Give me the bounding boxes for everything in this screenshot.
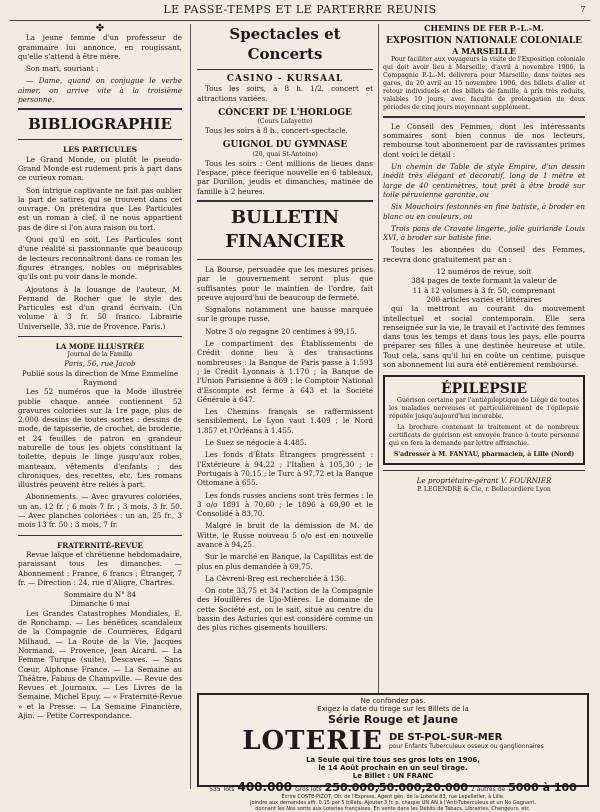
mode-address: Paris, 56, rue Jacob: [64, 359, 136, 369]
ad-pour: pour Enfants Tuberculeux osseux ou ganglionnaires: [388, 743, 544, 750]
exposition-text: Pour faciliter aux voyageurs la visite de l'Exposition coloniale qui doit avoir lieu à Marseille, d'avril à novembre 1906, la Compagnie P.-L.-M. délivrera pour Marseille, dans toutes ses gares, du 20 avril au 15 novembre 1906, des billets d'aller et retour individuels et des billets de famille, à prix très réduits, valables 10 jours, avec faculté de prolongation de deux périodes de cinq jours moyennant supplément.: [383, 55, 585, 111]
ad-billet: Le Billet : UN FRANC: [352, 772, 434, 780]
column-rule-2: [378, 24, 379, 789]
exposition-subtitle: A MARSEILLE: [452, 45, 516, 56]
horloge-text: Tous les soirs à 8 h., concert-spectacle.: [205, 126, 348, 136]
bulletin-para: On cote 33,75 et 34 l'action de la Compagnie des Houillères de Ujo-Mières. Le domaine de cette Société est, on le sait, situé au centre du bassin des Asturies qui est considéré comme un des plus riches gisements houillers.: [197, 586, 373, 633]
ad-big-prize: 400.000: [237, 780, 293, 794]
spectacles-title: Spectacles et Concerts: [229, 25, 341, 63]
ad-lots-label: lots: [223, 786, 235, 793]
casino-title: CASINO - KURSAAL: [226, 74, 344, 84]
gerant-line: Le propriétaire-gérant V. FOURNIER: [416, 476, 552, 486]
fraternite-para: Les Grandes Catastrophes Mondiales, E. de Ronchamp. — Les bénéfices scandaleux de la Compagnie de Courrières, Edgard Milhaud. — La Route de la Vie, Jacques Normand. — Provence, Jean Aicard. — La Femme Turque (suite), Descaves. — Sans Cœur, Alphonse France. — La Semaine au Théâtre, Fabius de Champville. — Revue des Revues et Journaux. — Les Livres de la Semaine, Michel Epuy. — « Fraternité-Revue » et la Presse. — La Semaine Financière, Ajin. — Petite Correspondance.: [18, 608, 182, 720]
epilepsie-ad: [383, 375, 585, 465]
mode-subtitle: Journal de la Famille: [67, 351, 133, 359]
conseil-list-item: 200 articles variés et littéraires: [426, 294, 542, 304]
ad-autres: 2 autres de: [471, 786, 506, 793]
bulletin-para: Le Suez se négocie à 4.485.: [205, 438, 307, 448]
bibliographie-title: BIBLIOGRAPHIE: [28, 115, 172, 134]
ad-small-prizes: 5000 à 100: [508, 781, 577, 794]
horloge-subtitle: (Cours Lafayette): [257, 118, 313, 126]
bulletin-para: Notre 3 o/o regagne 20 centimes à 99,15.: [205, 326, 358, 336]
horloge-title: CONCERT DE L'HORLOGE: [218, 107, 352, 118]
divider: [197, 259, 373, 260]
bulletin-para: Les Chemins français se raffermissent sensiblement. Le Lyon vaut 1.409 ; le Nord 1.857 et l'Orléans à 1.455.: [197, 407, 373, 435]
fraternite-para: Revue laïque et chrétienne hebdomadaire, paraissant tous les dimanches. — Abonnement : France, 6 francs ; Étranger, 7 fr. — Direction : 24, rue d'Aligre, Chartres.: [18, 549, 182, 587]
mode-para: Abonnements. — Avec gravures coloriées, un an, 12 fr. ; 6 mois 7 fr. ; 3 mois, 3 fr. 50. — Avec planches coloriées : un an, 25 fr., 3 mois 13 fr. 50 ; 3 mois, 7 fr.: [18, 492, 182, 530]
anecdote-line-1: La jeune femme d'un professeur de grammaire lui annonce, en rougissant, qu'elle s'attend à être mère.: [18, 33, 182, 61]
guignol-text: Tous les soirs : Cent millions de lieues dans l'espace, pièce féerique nouvelle en 6 tableaux, par Durillon, jeudis et dimanches, matinée de famille à 2 heures.: [197, 158, 373, 196]
bulletin-para: Sur le marché en Banque, la Capillitas est de plus en plus demandée à 69,75.: [197, 552, 373, 571]
masthead: [10, 0, 590, 21]
mode-direction: Publié sous la direction de Mme Emmeline Raymond: [21, 368, 179, 387]
particules-para: Quoi qu'il en soit, Les Particules sont d'une réalité si passionnante que beaucoup de lecteurs reconnaîtront dans ce roman les figures étranges, nobles ou méprisables qu'ils ont pu voir dans le monde.: [18, 235, 182, 282]
particules-para: Son intrigue captivante ne fait pas oublier la part de satires qui se trouvent dans cet ouvrage. On prétendra que Les Particules est un roman à clef, il ne nous appartient pas de dire si l'on aura raison ou tort.: [18, 185, 182, 232]
bulletin-para: La Bourse, persuadée que les mesures prises par le gouvernement seront plus que suffisantes pour le maintien de l'ordre, fait preuve aujourd'hui de beaucoup de fermeté.: [197, 264, 373, 302]
epilepsie-text: La brochure contenant le traitement et de nombreux certificats de guérison est envoyée franco à toute personne qui en fera la demande par lettre affranchie.: [389, 424, 579, 448]
particules-para: Ajoutons à la louange de l'auteur, M. Fernand de Rocher que le style des Particules est d'un grand écrivain. (Un volume à 3 fr. 50 franco. Librairie Universelle, 33, rue de Provence, Paris.): [18, 284, 182, 331]
ad-loterie-word: LOTERIE: [242, 726, 383, 756]
conseil-list-item: 12 numéros de revue, soit: [436, 267, 532, 277]
fraternite-sommaire: Sommaire du N° 84: [63, 590, 137, 600]
conseil-para: Trois pans de Cravate lingerie, jolie guirlande Louis XVI, à broder sur batiste fine.: [383, 223, 585, 243]
bulletin-para: Les fonds russes anciens sont très fermes : le 3 o/o 1891 à 70,60 ; le 1896 à 69,90 et le Consolidé à 83,70.: [197, 490, 373, 519]
ornament-icon: ✤: [95, 23, 105, 34]
mode-para: Les 52 numéros que la Mode illustrée publie chaque année contiennent 52 gravures coloriées sur la 1re page, plus de 2.000 dessins de toutes sortes : dessins de mode, de tapisserie, de crochet, de broderie, et 24 feuilles de patron en grandeur naturelle de tous les objets constituant la toilette, depuis le linge jusqu'aux robes, manteaux, vêtements d'enfants ; des chroniques, des recettes, etc. Les romans illustrés peuvent être reliés à part.: [18, 387, 182, 490]
conseil-para: Six Mouchoirs festonnés en fine batiste, à broder en blanc ou en couleurs, ou: [383, 202, 585, 221]
bulletin-para: Signalons notamment une hausse marquée sur le groupe russe.: [197, 305, 373, 324]
divider: [18, 108, 182, 110]
bulletin-para: Le compartiment des Établissements de Crédit donne lieu à des transactions nombreuses : la Banque de Paris passe à 1.593 ; le Crédit Lyonnais à 1.170 ; la Banque de l'Union Parisienne à 869 ; le Comptoir National d'Escompte est ferme à 643 et la Société Générale à 647.: [197, 339, 373, 404]
bulletin-para: La Cèvreni-Breg est recherchée à 136.: [205, 573, 347, 583]
ad-prizes: 250.000,50.000,20.000: [324, 781, 468, 794]
divider: [18, 535, 182, 536]
ad-gros-lots: Gros lots: [295, 786, 322, 793]
divider: [383, 470, 585, 471]
conseil-para: Un chemin de Table de style Empire, d'un dessin inédit très élégant et décoratif, long de 1 mètre et large de 40 centimètres, tout prêt à être brodé sur toile péruvienne garantie, ou: [383, 162, 585, 199]
epilepsie-title: ÉPILEPSIE: [440, 381, 528, 398]
divider: [18, 336, 182, 337]
exposition-title: EXPOSITION NATIONALE COLONIALE: [385, 36, 583, 47]
divider: [383, 116, 585, 118]
ad-serie: Série Rouge et Jaune: [327, 713, 459, 726]
ad-fine-print: Joindre aux demandes affr. 0.15 par 5 billets. Ajouter 3 fr. p. chaque UN AN à l'Anti-Tuberculeux et un No Gagnant,: [250, 800, 536, 806]
mode-title: LA MODE ILLUSTRÉE: [55, 342, 145, 352]
conseil-para: Le Conseil des Femmes, dont les intéressants sommaires sont bien connus de nos lecteurs, rembourse tout abonnement par de ravissantes primes dont voici le détail :: [383, 121, 585, 159]
epilepsie-address: S'adresser à M. FANYAU, pharmacien, à Lille (Nord): [393, 451, 575, 459]
epilepsie-text: Guérison certaine par l'antiépileptique de Liège de toutes les maladies nerveuses et particulièrement de l'épilepsie réputée jusqu'aujourd'hui incurable.: [389, 397, 579, 421]
fraternite-date: Dimanche 6 mai: [70, 599, 130, 609]
divider: [197, 69, 373, 70]
ad-st-pol: DE ST-POL-SUR-MER: [388, 732, 503, 743]
masthead-title: LE PASSE-TEMPS ET LE PARTERRE REUNIS: [163, 3, 437, 16]
conseil-list-item: 384 pages de texte formant la valeur de: [411, 276, 557, 286]
page-number: 7: [580, 5, 586, 14]
column-2: [197, 24, 373, 636]
fraternite-title: FRATERNITÉ-REVUE: [57, 540, 143, 550]
particules-title: LES PARTICULES: [62, 145, 138, 155]
casino-text: Tous les soirs, à 8 h. 1/2, concert et attractions variées.: [197, 84, 373, 103]
particules-para: Le Grand Monde, ou plutôt le pseudo-Grand Monde est rudement pris à part dans ce curieux roman.: [18, 154, 182, 183]
divider: [197, 200, 373, 202]
guignol-title: GUIGNOL DU GYMNASE: [222, 140, 348, 151]
bulletin-para: Les fonds d'États Étrangers progressent : l'Extérieure à 94,22 ; l'Italien à 105,30 ; le Portugais à 70,15 ; le Turc à 97,72 et la Banque Ottomane à 655.: [197, 450, 373, 488]
column-rule-1: [190, 24, 191, 789]
ad-line-1: Ne confondez pas.: [360, 697, 426, 705]
anecdote-line-3: — Dame, quand on conjugue le verbe aimer, on arrive vite à la troisième personne.: [18, 76, 182, 105]
divider: [18, 139, 182, 140]
conseil-list-item: 11 à 12 volumes à 3 fr. 50, comprenant: [412, 285, 556, 295]
guignol-subtitle: (20, quai St-Antoine): [252, 150, 318, 158]
bulletin-para: Malgré le bruit de la démission de M. de Witte, le Russe nouveau 5 o/o est en nouvelle avance à 94,25.: [197, 521, 373, 549]
ad-line-3: Exigez la date du tirage sur les Billets de la: [317, 705, 469, 713]
railway-title: CHEMINS DE FER P.-L.-M.: [424, 23, 544, 33]
ad-lots-count: 535: [209, 786, 221, 793]
printer-line: P. LEGENDRE & Cie, r. Bellecordière Lyon: [417, 485, 551, 493]
conseil-para: qui la mettront au courant du mouvement intellectuel et social contemporain. Elle sera renseignée sur la vie, le travail et l'activité des femmes dans tous les temps et dans tous les pays, elle pourra préparer ses filles à une destinée heureuse et utile. Tout cela, sans qu'il lui en coûte un centime, puisque son abonnement lui aura été entièrement remboursé.: [383, 304, 585, 370]
conseil-para: Toutes les abonnées du Conseil des Femmes, recevra donc gratuitement par an :: [383, 245, 585, 264]
bulletin-title: BULLETIN FINANCIER: [225, 206, 345, 252]
column-1: [18, 24, 182, 723]
column-3: [383, 24, 585, 494]
loterie-advertisement: [197, 693, 589, 812]
ad-fine-print: Écrire COSTE-PIZOT, Dir. de l'Express, Agent gén. de la Loterie 83, rue Lepelletier, à Lille.: [281, 794, 505, 800]
ad-fine-print: donnant les Nos sortis aux Loteries françaises. En vente dans les Débits de Tabacs, Librairies, Changeurs, etc.: [255, 806, 531, 812]
ad-date: le 14 Août prochain en un seul tirage.: [318, 764, 468, 772]
anecdote-line-2: Son mari, souriant :: [26, 64, 99, 74]
ad-seule: La Seule qui tire tous ses gros lots en 1906,: [306, 756, 480, 764]
